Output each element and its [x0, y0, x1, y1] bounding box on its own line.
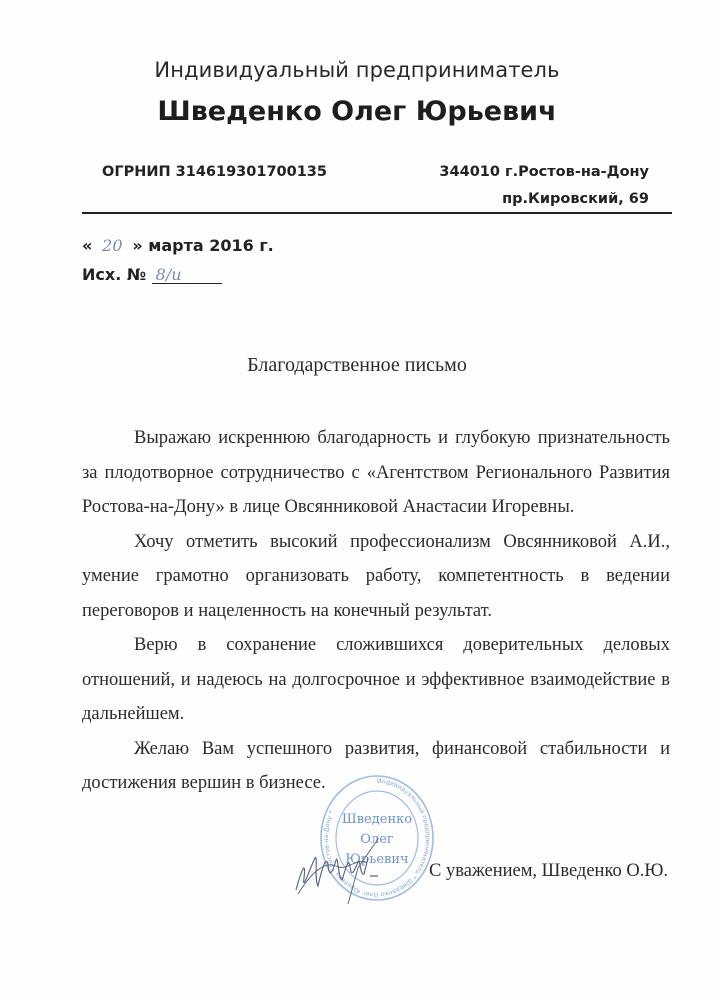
- address-line-1: 344010 г.Ростов-на-Дону: [439, 164, 649, 180]
- letterhead-subtitle: Индивидуальный предприниматель: [154, 58, 560, 82]
- handwritten-signature: [288, 838, 438, 908]
- date-month-year: » марта 2016 г.: [132, 236, 274, 255]
- stamp-line-1: Шведенко: [341, 812, 413, 827]
- stamp-line-2: Олег: [360, 832, 394, 847]
- paragraph-4: Желаю Вам успешного развития, финансовой стабильности и достижения вершин в бизнесе.: [82, 738, 670, 793]
- letter-title: Благодарственное письмо: [247, 354, 467, 376]
- stamp-line-3: Юрьевич: [345, 852, 409, 867]
- address-line-2: пр.Кировский, 69: [502, 191, 649, 207]
- date-open-quote: «: [82, 236, 93, 255]
- paragraph-3: Верю в сохранение сложившихся доверительных деловых отношений, и надеюсь на долгосрочное и эффективное взаимодействие в дальнейшем.: [82, 635, 670, 724]
- letter-date: [82, 236, 274, 255]
- ogrnip-number: ОГРНИП 314619301700135: [102, 164, 327, 180]
- stamp-ring-text: Индивидуальный предприниматель * Шведенко Олег Юрьевич * Ростов-на-Дону *: [322, 777, 431, 899]
- paragraph-2: Хочу отметить высокий профессионализм Овсянниковой А.И., умение грамотно организовать работу, компетентность в ведении переговоров и нацеленность на конечный результат.: [82, 531, 670, 621]
- header-divider: [82, 212, 672, 214]
- letter-body: [82, 421, 670, 801]
- letterhead-name: Шведенко Олег Юрьевич: [157, 96, 557, 127]
- date-day-handwritten: 20: [102, 236, 123, 255]
- reference-number-handwritten: 8/и: [152, 266, 222, 284]
- outgoing-reference: [82, 265, 222, 284]
- reference-label: Исх. №: [82, 265, 147, 284]
- closing-signoff: С уважением, Шведенко О.Ю.: [429, 861, 668, 881]
- paragraph-1: Выражаю искреннюю благодарность и глубокую признательность за плодотворное сотрудничество с «Агентством Регионального Развития Ростова-на-Дону» в лице Овсянниковой Анастасии Игоревны.: [82, 428, 670, 517]
